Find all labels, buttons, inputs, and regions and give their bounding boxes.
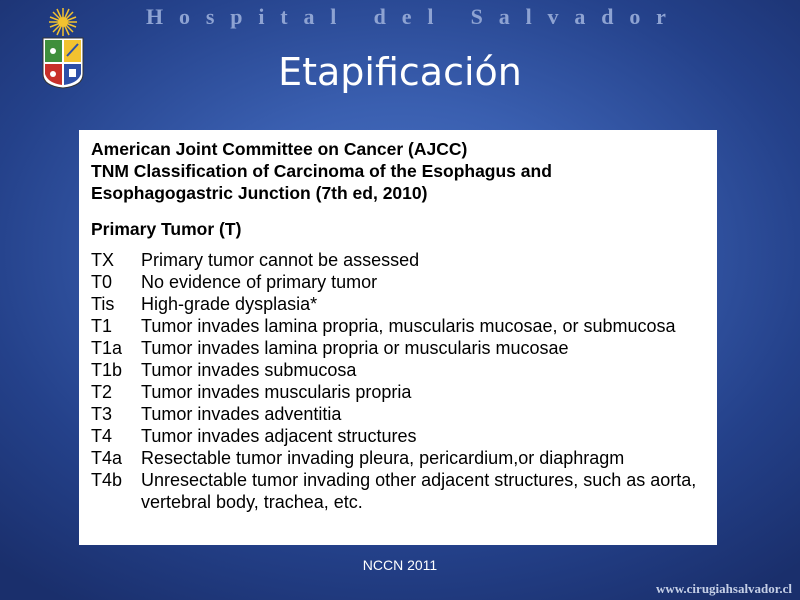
header-letter: s: [205, 4, 215, 29]
ajcc-tnm-table-image: [79, 130, 717, 545]
stage-description: Tumor invades lamina propria, muscularis mucosae, or submucosa: [141, 316, 676, 336]
stage-code: T3: [91, 404, 113, 424]
header-letter: a: [303, 4, 315, 29]
stage-description: Tumor invades lamina propria or muscularis mucosae: [141, 338, 569, 358]
hospital-name-header: [146, 4, 666, 30]
header-letter: l: [525, 4, 532, 29]
stage-code: T1: [91, 316, 113, 336]
stage-description: High-grade dysplasia*: [141, 294, 318, 314]
header-letter: r: [656, 4, 666, 29]
table-row: [91, 293, 705, 315]
stage-description: Resectable tumor invading pleura, pericardium,or diaphragm: [141, 448, 625, 468]
section-title: Primary Tumor (T): [91, 219, 242, 239]
stage-code: T4b: [91, 470, 123, 490]
stage-code: T1b: [91, 360, 123, 380]
table-row: [91, 469, 705, 513]
table-row: [91, 249, 705, 271]
header-letter: o: [178, 4, 190, 29]
header-letter: e: [401, 4, 412, 29]
source-citation: NCCN 2011: [362, 557, 438, 573]
stage-description: No evidence of primary tumor: [141, 272, 378, 292]
header-letter: p: [230, 4, 243, 29]
stage-code: T1a: [91, 338, 123, 358]
stage-code: T4: [91, 426, 113, 446]
header-letter: a: [574, 4, 586, 29]
slide-title: Etapificación: [278, 50, 522, 94]
table-row: [91, 403, 705, 425]
stage-code: T2: [91, 382, 113, 402]
header-letter: [449, 4, 455, 30]
header-letter: o: [629, 4, 641, 29]
table-row: [91, 381, 705, 403]
stage-description: Tumor invades adjacent structures: [141, 426, 417, 446]
header-letter: l: [427, 4, 434, 29]
header-letter: t: [280, 4, 288, 29]
table-row: [91, 271, 705, 293]
table-row: [91, 315, 705, 337]
header-letter: [352, 4, 358, 30]
website-url: www.cirugiahsalvador.cl: [655, 581, 792, 596]
table-row: [91, 425, 705, 447]
table-row: [91, 337, 705, 359]
table-row: [91, 447, 705, 469]
table-heading-line: Esophagogastric Junction (7th ed, 2010): [91, 183, 428, 203]
stage-description: Tumor invades adventitia: [141, 404, 342, 424]
header-letter: H: [146, 4, 164, 29]
stage-description: Tumor invades muscularis propria: [141, 382, 412, 402]
stage-code: T0: [91, 272, 113, 292]
stage-code: Tis: [91, 294, 115, 314]
table-heading-line: TNM Classification of Carcinoma of the Esophagus and: [91, 161, 552, 181]
stage-description: Tumor invades submucosa: [141, 360, 357, 380]
header-letter: d: [601, 4, 614, 29]
stage-description: Unresectable tumor invading other adjacent structures, such as aorta, vertebral body, trachea, etc.: [141, 470, 697, 512]
header-letter: d: [373, 4, 386, 29]
header-letter: l: [330, 4, 337, 29]
table-heading-line: American Joint Committee on Cancer (AJCC): [91, 139, 468, 159]
header-letter: S: [470, 4, 483, 29]
table-row: [91, 359, 705, 381]
stage-code: TX: [91, 250, 115, 270]
header-letter: v: [547, 4, 559, 29]
stage-description: Primary tumor cannot be assessed: [141, 250, 420, 270]
header-letter: i: [258, 4, 265, 29]
stage-code: T4a: [91, 448, 123, 468]
header-letter: a: [498, 4, 510, 29]
